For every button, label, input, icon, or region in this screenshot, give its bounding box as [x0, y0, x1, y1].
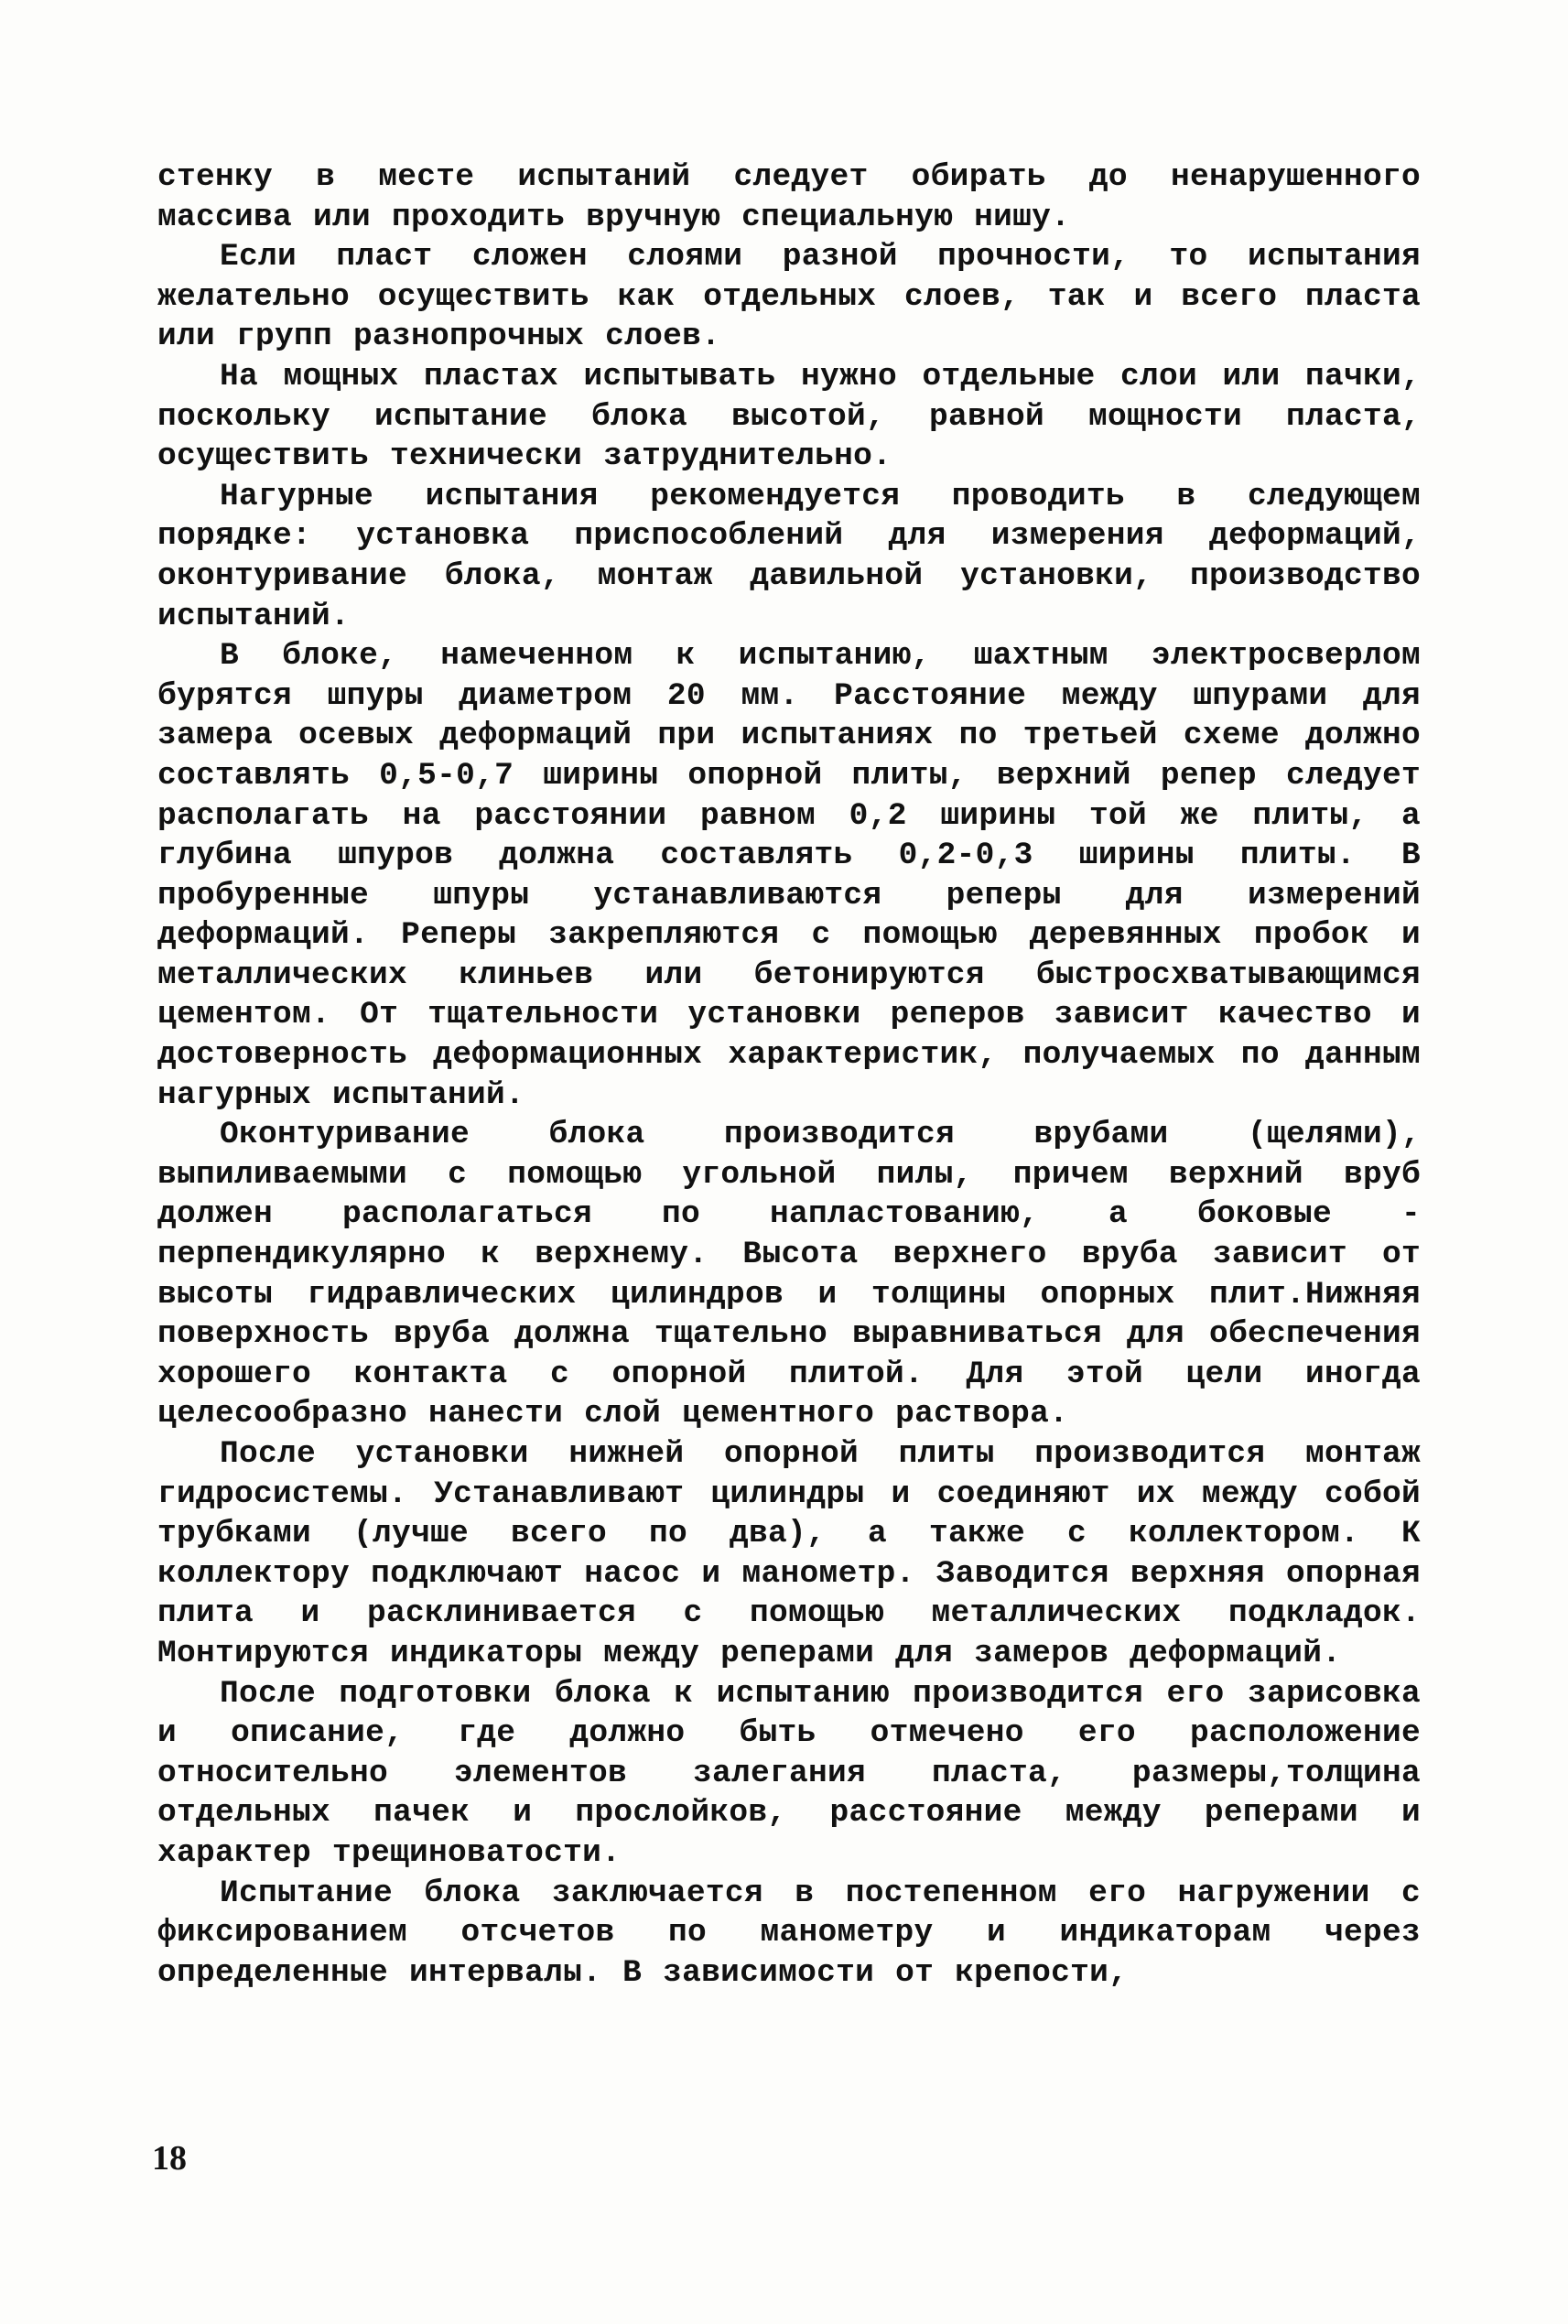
paragraph-1: стенку в месте испытаний следует обирать до ненарушенного массива или проходить вручную специальную нишу.: [157, 159, 1421, 235]
paragraph-2: Если пласт сложен слоями разной прочности, то испытания желательно осуществить как отдельных слоев, так и всего пласта или групп разнопрочных слоев.: [157, 239, 1421, 355]
page-number: 18: [152, 2139, 187, 2178]
paragraph-9: Испытание блока заключается в постепенном его нагружении с фиксированием отсчетов по манометру и индикаторам через определенные интервалы. В зависимости от крепости,: [157, 1875, 1421, 1991]
paragraph-4: Нагурные испытания рекомендуется проводить в следующем порядке: установка приспособлений для измерения деформаций, оконтуривание блока, монтаж давильной установки, производство испытаний.: [157, 478, 1421, 634]
paragraph-7: После установки нижней опорной плиты производится монтаж гидросистемы. Устанавливают цилиндры и соединяют их между собой трубками (лучше всего по два), а также с коллектором. К коллектору подключают насос и манометр. Заводится верхняя опорная плита и расклинивается с помощью металлических подкладок. Монтируются индикаторы между реперами для замеров деформаций.: [157, 1436, 1421, 1671]
paragraph-3: На мощных пластах испытывать нужно отдельные слои или пачки, поскольку испытание блока высотой, равной мощности пласта, осуществить технически затруднительно.: [157, 358, 1421, 475]
paragraph-5: В блоке, намеченном к испытанию, шахтным электросверлом бурятся шпуры диаметром 20 мм. Расстояние между шпурами для замера осевых деформаций при испытаниях по третьей схеме должно составлять 0,5-0,7 ширины опорной плиты, верхний репер следует располагать на расстоянии равном 0,2 ширины той же плиты, а глубина шпуров должна составлять 0,2-0,3 ширины плиты. В пробуренные шпуры устанавливаются реперы для измерений деформаций. Реперы закрепляются с помощью деревянных пробок и металлических клиньев или бетонируются быстросхватывающимся цементом. От тщательности установки реперов зависит качество и достоверность деформационных характеристик, получаемых по данным нагурных испытаний.: [157, 638, 1421, 1113]
paragraph-6: Оконтуривание блока производится врубами (щелями), выпиливаемыми с помощью угольной пилы, причем верхний вруб должен располагаться по напластованию, а боковые - перпендикулярно к верхнему. Высота верхнего вруба зависит от высоты гидравлических цилиндров и толщины опорных плит.Нижняя поверхность вруба должна тщательно выравниваться для обеспечения хорошего контакта с опорной плитой. Для этой цели иногда целесообразно нанести слой цементного раствора.: [157, 1117, 1421, 1432]
paragraph-8: После подготовки блока к испытанию производится его зарисовка и описание, где должно быть отмечено его расположение относительно элементов залегания пласта, размеры,толщина отдельных пачек и прослойков, расстояние между реперами и характер трещиноватости.: [157, 1675, 1421, 1871]
body-text: [157, 157, 1421, 1993]
